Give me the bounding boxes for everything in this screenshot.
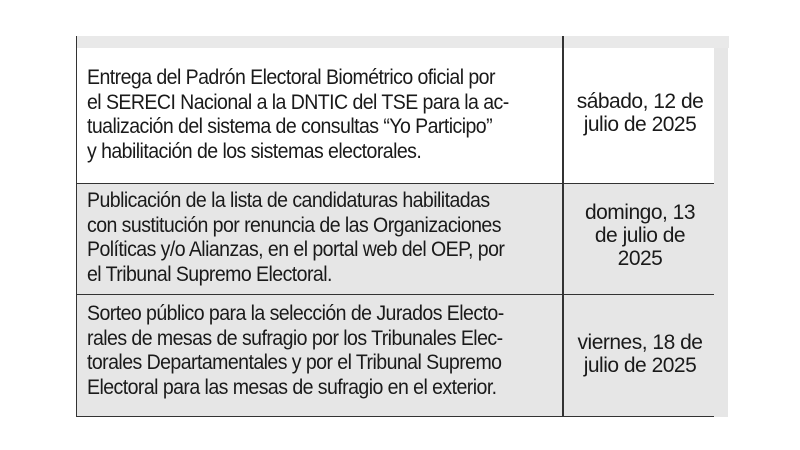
activity-date: sábado, 12 de julio de 2025 [576, 90, 704, 136]
margin-shade [714, 48, 728, 184]
table-row [76, 48, 728, 184]
row-rule [77, 416, 714, 418]
column-divider [562, 36, 564, 48]
column-divider [562, 295, 564, 417]
activity-description: Entrega del Padrón Electoral Biométrico oficial por el SERECI Nacional a la DNTIC del TSE para la ac- tualización del sistema de consultas “Yo Participo” y habilitación de los sistemas electorales. [87, 66, 509, 163]
activity-date: viernes, 18 de julio de 2025 [577, 331, 703, 377]
activity-description: Publicación de la lista de candidaturas habilitadas con sustitución por renuncia de las Organizaciones Políticas y/o Alianzas, en el portal web del OEP, por el Tribunal Supremo Electoral. [87, 189, 505, 286]
activity-description: Sorteo público para la selección de Jurados Electo- rales de mesas de sufragio por los Tribunales Elec- torales Departamentales y por el Tribunal Supremo Electoral para las mesas de sufragio en el exterior. [87, 302, 504, 399]
column-divider [562, 48, 564, 184]
activity-date: domingo, 13 de julio de 2025 [584, 201, 696, 270]
table-row [76, 295, 728, 417]
table-row [76, 184, 728, 295]
column-divider [562, 184, 564, 295]
table-top-stub [76, 36, 729, 48]
schedule-table [76, 36, 728, 416]
